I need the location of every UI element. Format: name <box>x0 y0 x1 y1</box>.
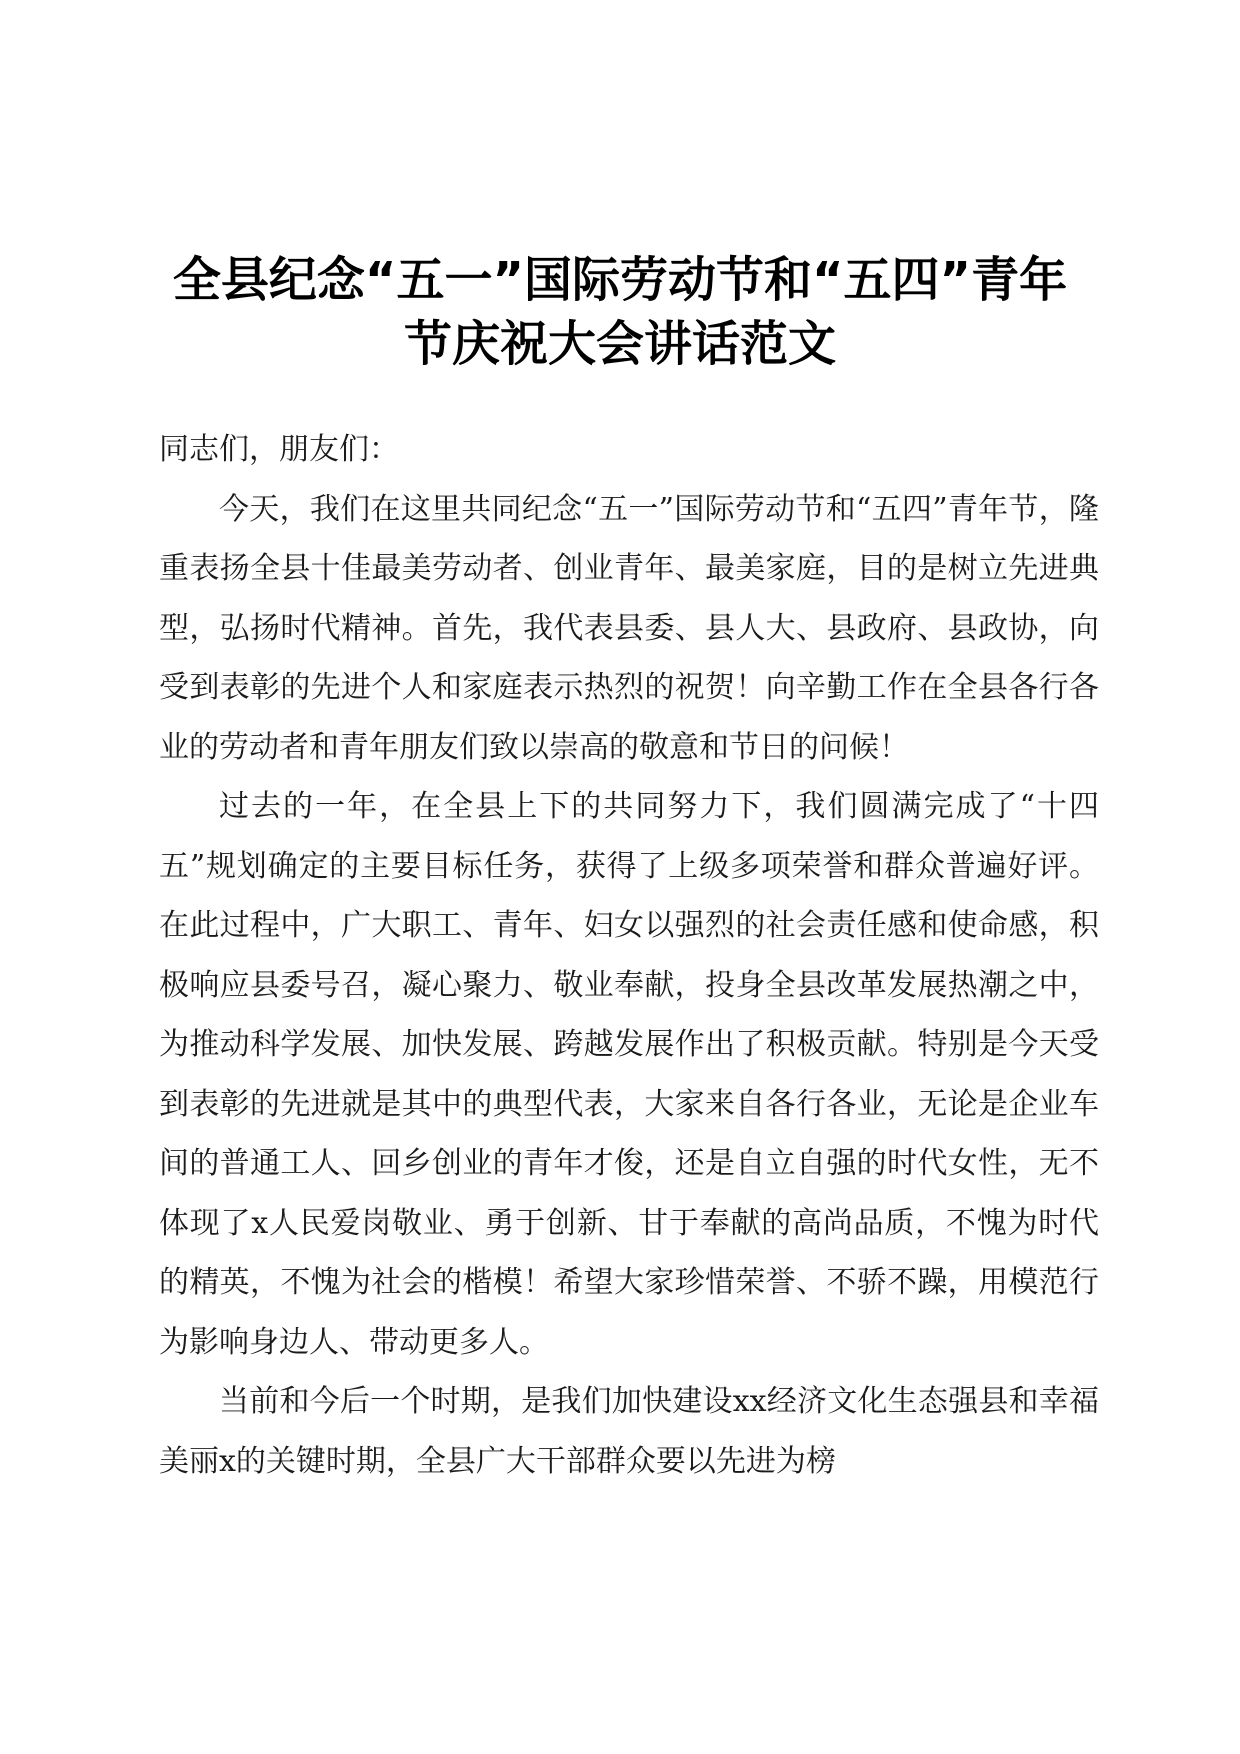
title-line-2: 节庆祝大会讲话范文 <box>403 316 836 372</box>
title-line-1: 全县纪念“五一”国际劳动节和“五四”青年 <box>172 252 1068 308</box>
paragraph-2: 过去的一年，在全县上下的共同努力下，我们圆满完成了“十四五”规划确定的主要目标任务，获得了上级多项荣誉和群众普遍好评。在此过程中，广大职工、青年、妇女以强烈的社会责任感和使命感，积极响应县委号召，凝心聚力、敬业奉献，投身全县改革发展热潮之中，为推动科学发展、加快发展、跨越发展作出了积极贡献。特别是今天受到表彰的先进就是其中的典型代表，大家来自各行各业，无论是企业车间的普通工人、回乡创业的青年才俊，还是自立自强的时代女性，无不体现了x人民爱岗敬业、勇于创新、甘于奉献的高尚品质，不愧为时代的精英，不愧为社会的楷模！希望大家珍惜荣誉、不骄不躁，用模范行为影响身边人、带动更多人。 <box>159 789 1099 1360</box>
paragraph-1: 今天，我们在这里共同纪念“五一”国际劳动节和“五四”青年节，隆重表扬全县十佳最美劳动者、创业青年、最美家庭，目的是树立先进典型，弘扬时代精神。首先，我代表县委、县人大、县政府、县政协，向受到表彰的先进个人和家庭表示热烈的祝贺！向辛勤工作在全县各行各业的劳动者和青年朋友们致以崇高的敬意和节日的问候！ <box>159 491 1099 765</box>
document-body <box>159 420 1099 1491</box>
document-title <box>120 248 1120 376</box>
salutation: 同志们，朋友们： <box>159 432 399 467</box>
paragraph-3: 当前和今后一个时期，是我们加快建设xx经济文化生态强县和幸福美丽x的关键时期，全县广大干部群众要以先进为榜 <box>159 1384 1099 1479</box>
